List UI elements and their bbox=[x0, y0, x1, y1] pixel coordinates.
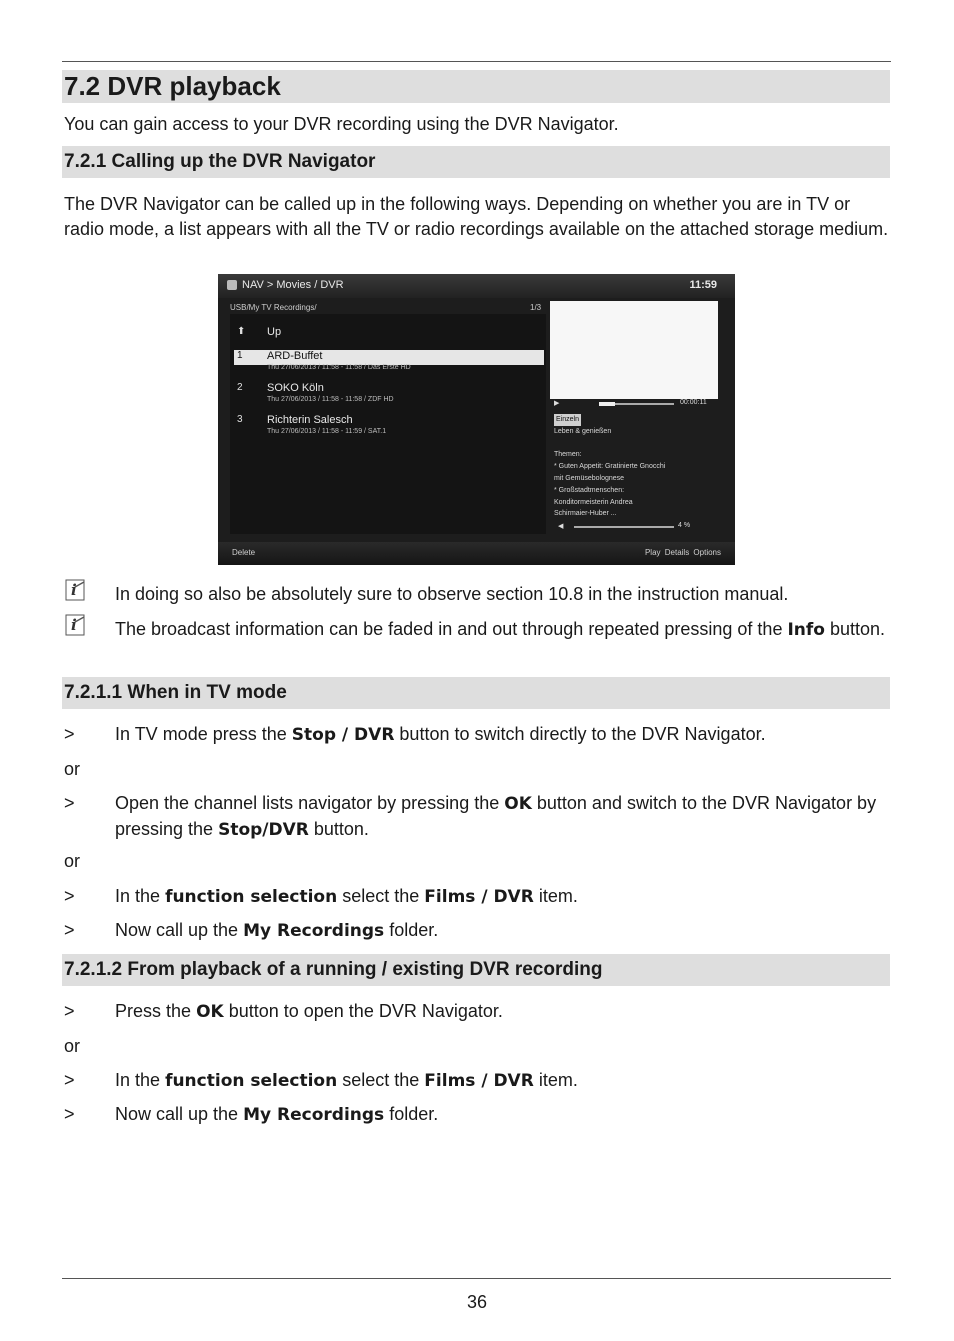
section-heading-calling-navigator: 7.2.1 Calling up the DVR Navigator bbox=[62, 146, 890, 178]
broadcast-info: Einzeln Leben & genießen Themen: * Guten Appetit: Gratinierte Gnocchi mit Gemüsebolognese * Großstadtmenschen: Konditormeisterin Andrea Schirmaier-Huber ... bbox=[554, 416, 666, 518]
svg-text:i: i bbox=[71, 616, 77, 634]
svg-text:i: i bbox=[71, 581, 77, 599]
bottom-rule bbox=[62, 1278, 891, 1279]
list-item: > Open the channel lists navigator by pressing the OK button and switch to the DVR Navigator by pressing the Stop/DVR button. bbox=[64, 793, 877, 840]
recordings-list bbox=[230, 314, 546, 534]
progress-time: 00:00:11 bbox=[680, 399, 707, 406]
info-note-icon bbox=[64, 579, 86, 601]
recording-name: Richterin Salesch bbox=[267, 414, 353, 426]
volume-bar bbox=[554, 522, 722, 532]
list-item: > In the function selection select the Films / DVR item. bbox=[64, 886, 578, 907]
list-item: > In TV mode press the Stop / DVR button to switch directly to the DVR Navigator. bbox=[64, 724, 766, 745]
footer-actions-label: Play Details Options bbox=[644, 548, 721, 557]
screenshot-page-counter: 1/3 bbox=[530, 303, 542, 312]
list-item-up bbox=[234, 326, 544, 342]
speaker-icon: ◀ bbox=[558, 523, 564, 530]
screenshot-title: NAV > Movies / DVR bbox=[242, 279, 344, 291]
section-heading-from-playback: 7.2.1.2 From playback of a running / existing DVR recording bbox=[62, 954, 890, 986]
screenshot-footer bbox=[218, 542, 735, 565]
up-label: Up bbox=[267, 326, 282, 338]
list-item: 2 SOKO Köln Thu 27/06/2013 / 11:58 - 11:58 / ZDF HD bbox=[237, 382, 394, 403]
folder-icon bbox=[227, 280, 237, 290]
recording-details: Thu 27/06/2013 / 11:58 - 11:59 / SAT.1 bbox=[267, 428, 387, 435]
recording-details: Thu 27/06/2013 / 11:58 - 11:58 / ZDF HD bbox=[267, 396, 394, 403]
volume-value: 4 % bbox=[678, 522, 691, 529]
page-number: 36 bbox=[466, 1292, 488, 1312]
intro-text: You can gain access to your DVR recording using the DVR Navigator. bbox=[64, 114, 619, 134]
progress-fill bbox=[599, 402, 615, 406]
list-item: > In the function selection select the Films / DVR item. bbox=[64, 1070, 578, 1091]
or-separator: or bbox=[64, 759, 81, 779]
playback-progress bbox=[554, 399, 718, 409]
note-text: In doing so also be absolutely sure to observe section 10.8 in the instruction manual. bbox=[115, 584, 789, 604]
recording-name: ARD-Buffet bbox=[267, 350, 323, 362]
section-paragraph: The DVR Navigator can be called up in the following ways. Depending on whether you are in TV or radio mode, a list appears with all the TV or radio recordings available on the attached storage medium. bbox=[64, 194, 889, 239]
dvr-navigator-screenshot bbox=[218, 274, 735, 565]
recording-name: SOKO Köln bbox=[267, 382, 324, 394]
section-heading-tv-mode: 7.2.1.1 When in TV mode bbox=[62, 677, 890, 709]
up-arrow-icon: ⬆ bbox=[237, 326, 246, 337]
play-icon: ▶ bbox=[554, 400, 560, 407]
note-text: The broadcast information can be faded in and out through repeated pressing of the Info button. bbox=[115, 619, 886, 640]
volume-track bbox=[574, 526, 674, 528]
screenshot-path: USB/My TV Recordings/ bbox=[230, 303, 317, 312]
video-preview bbox=[550, 301, 718, 399]
list-item: 1 ARD-Buffet Thu 27/06/2013 / 11:58 - 11:58 / Das Erste HD bbox=[234, 350, 544, 365]
list-item: > Now call up the My Recordings folder. bbox=[64, 920, 439, 941]
or-separator: or bbox=[64, 851, 81, 871]
screenshot-header bbox=[218, 274, 735, 298]
info-badge: Einzeln bbox=[554, 414, 581, 426]
list-item: 3 Richterin Salesch Thu 27/06/2013 / 11:58 - 11:59 / SAT.1 bbox=[237, 414, 387, 435]
note-item bbox=[64, 582, 890, 607]
info-button-name: Info bbox=[787, 620, 825, 640]
recording-details: Thu 27/06/2013 / 11:58 - 11:58 / Das Erste HD bbox=[267, 364, 411, 371]
screenshot-clock: 11:59 bbox=[689, 279, 717, 291]
note-item bbox=[64, 617, 890, 643]
list-item: > Press the OK button to open the DVR Navigator. bbox=[64, 1001, 503, 1022]
or-separator: or bbox=[64, 1036, 81, 1056]
top-rule bbox=[62, 61, 891, 62]
page-title: 7.2 DVR playback bbox=[62, 70, 890, 103]
info-note-icon bbox=[64, 614, 86, 636]
footer-delete-label: Delete bbox=[232, 548, 256, 557]
list-item: > Now call up the My Recordings folder. bbox=[64, 1104, 439, 1125]
